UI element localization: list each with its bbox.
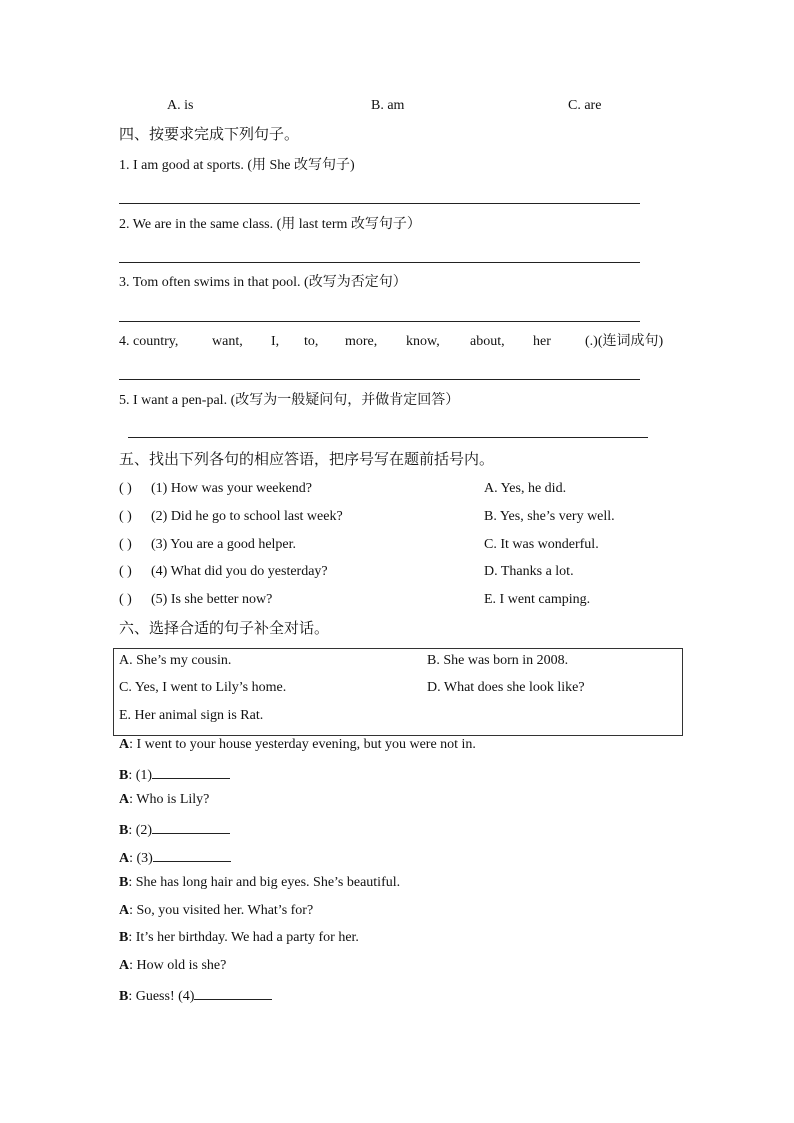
s6-option-e: E. Her animal sign is Rat. — [119, 708, 264, 723]
answer-line-2[interactable] — [119, 262, 640, 263]
dialogue-text: : Guess! (4) — [128, 989, 195, 1004]
option-b: B. am — [371, 98, 405, 113]
s4-item4-word: know, — [406, 334, 440, 349]
s4-item4-word: about, — [470, 334, 505, 349]
dialogue-text: : How old is she? — [129, 958, 227, 973]
speaker: B — [119, 768, 129, 783]
dialogue-line — [119, 985, 272, 1006]
s5-answer-c: C. It was wonderful. — [484, 537, 599, 552]
option-c: C. are — [568, 98, 602, 113]
speaker: A — [119, 792, 130, 807]
dialogue-line — [119, 929, 359, 947]
s6-option-b: B. She was born in 2008. — [427, 653, 569, 668]
s5-question-4: (4) What did you do yesterday? — [151, 564, 328, 579]
dialogue-line — [119, 791, 209, 809]
answer-blank-3[interactable] — [153, 847, 231, 862]
s5-bracket[interactable]: ( ) — [119, 537, 132, 552]
speaker: B — [119, 823, 129, 838]
s4-item-1: 1. I am good at sports. (用 She 改写句子) — [119, 158, 355, 173]
s4-item4-word: more, — [345, 334, 378, 349]
option-a: A. is — [167, 98, 194, 113]
s5-bracket[interactable]: ( ) — [119, 481, 132, 496]
s6-option-d: D. What does she look like? — [427, 680, 585, 695]
answer-blank-2[interactable] — [152, 819, 230, 834]
section4-title: 四、按要求完成下列句子。 — [119, 127, 300, 143]
s4-item4-word: I, — [271, 334, 280, 349]
dialogue-line — [119, 902, 313, 920]
speaker: A — [119, 737, 130, 752]
section5-title: 五、找出下列各句的相应答语，把序号写在题前括号内。 — [119, 452, 495, 468]
dialogue-line — [119, 957, 226, 975]
s5-question-3: (3) You are a good helper. — [151, 537, 297, 552]
dialogue-line — [119, 874, 400, 892]
dialogue-line — [119, 764, 230, 785]
s4-item-3: 3. Tom often swims in that pool. (改写为否定句） — [119, 275, 407, 290]
s5-bracket[interactable]: ( ) — [119, 592, 132, 607]
speaker: B — [119, 989, 129, 1004]
s4-item-2: 2. We are in the same class. (用 last term 改写句子） — [119, 217, 421, 232]
s5-bracket[interactable]: ( ) — [119, 564, 132, 579]
speaker: B — [119, 875, 129, 890]
answer-line-5[interactable] — [128, 437, 648, 438]
s4-item-5: 5. I want a pen-pal. (改写为一般疑问句，并做肯定回答） — [119, 393, 460, 408]
s5-answer-d: D. Thanks a lot. — [484, 564, 574, 579]
dialogue-text: : It’s her birthday. We had a party for her. — [128, 930, 359, 945]
s5-question-5: (5) Is she better now? — [151, 592, 273, 607]
dialogue-text: : So, you visited her. What’s for? — [129, 903, 314, 918]
dialogue-text: : (1) — [128, 768, 153, 783]
s5-answer-a: A. Yes, he did. — [484, 481, 567, 496]
section6-title: 六、选择合适的句子补全对话。 — [119, 621, 330, 637]
answer-blank-1[interactable] — [152, 764, 230, 779]
s4-item4-word: want, — [212, 334, 243, 349]
dialogue-line — [119, 736, 476, 754]
dialogue-line — [119, 847, 231, 868]
speaker: A — [119, 851, 130, 866]
dialogue-text: : I went to your house yesterday evening, but you were not in. — [129, 737, 476, 752]
dialogue-text: : Who is Lily? — [129, 792, 210, 807]
s6-option-c: C. Yes, I went to Lily’s home. — [119, 680, 287, 695]
s5-bracket[interactable]: ( ) — [119, 509, 132, 524]
dialogue-text: : She has long hair and big eyes. She’s beautiful. — [128, 875, 401, 890]
speaker: A — [119, 958, 130, 973]
answer-line-4[interactable] — [119, 379, 640, 380]
s4-item4-word: her — [533, 334, 551, 349]
answer-line-1[interactable] — [119, 203, 640, 204]
answer-blank-4[interactable] — [194, 985, 272, 1000]
dialogue-text: : (3) — [129, 851, 153, 866]
s4-item4-word: (.)(连词成句) — [585, 334, 664, 349]
speaker: A — [119, 903, 130, 918]
dialogue-text: : (2) — [128, 823, 153, 838]
answer-line-3[interactable] — [119, 321, 640, 322]
s4-item4-word: to, — [304, 334, 319, 349]
s5-question-1: (1) How was your weekend? — [151, 481, 312, 496]
s5-question-2: (2) Did he go to school last week? — [151, 509, 343, 524]
s5-answer-e: E. I went camping. — [484, 592, 591, 607]
s4-item4-word: 4. country, — [119, 334, 179, 349]
speaker: B — [119, 930, 129, 945]
s5-answer-b: B. Yes, she’s very well. — [484, 509, 615, 524]
s6-option-a: A. She’s my cousin. — [119, 653, 232, 668]
dialogue-line — [119, 819, 230, 840]
